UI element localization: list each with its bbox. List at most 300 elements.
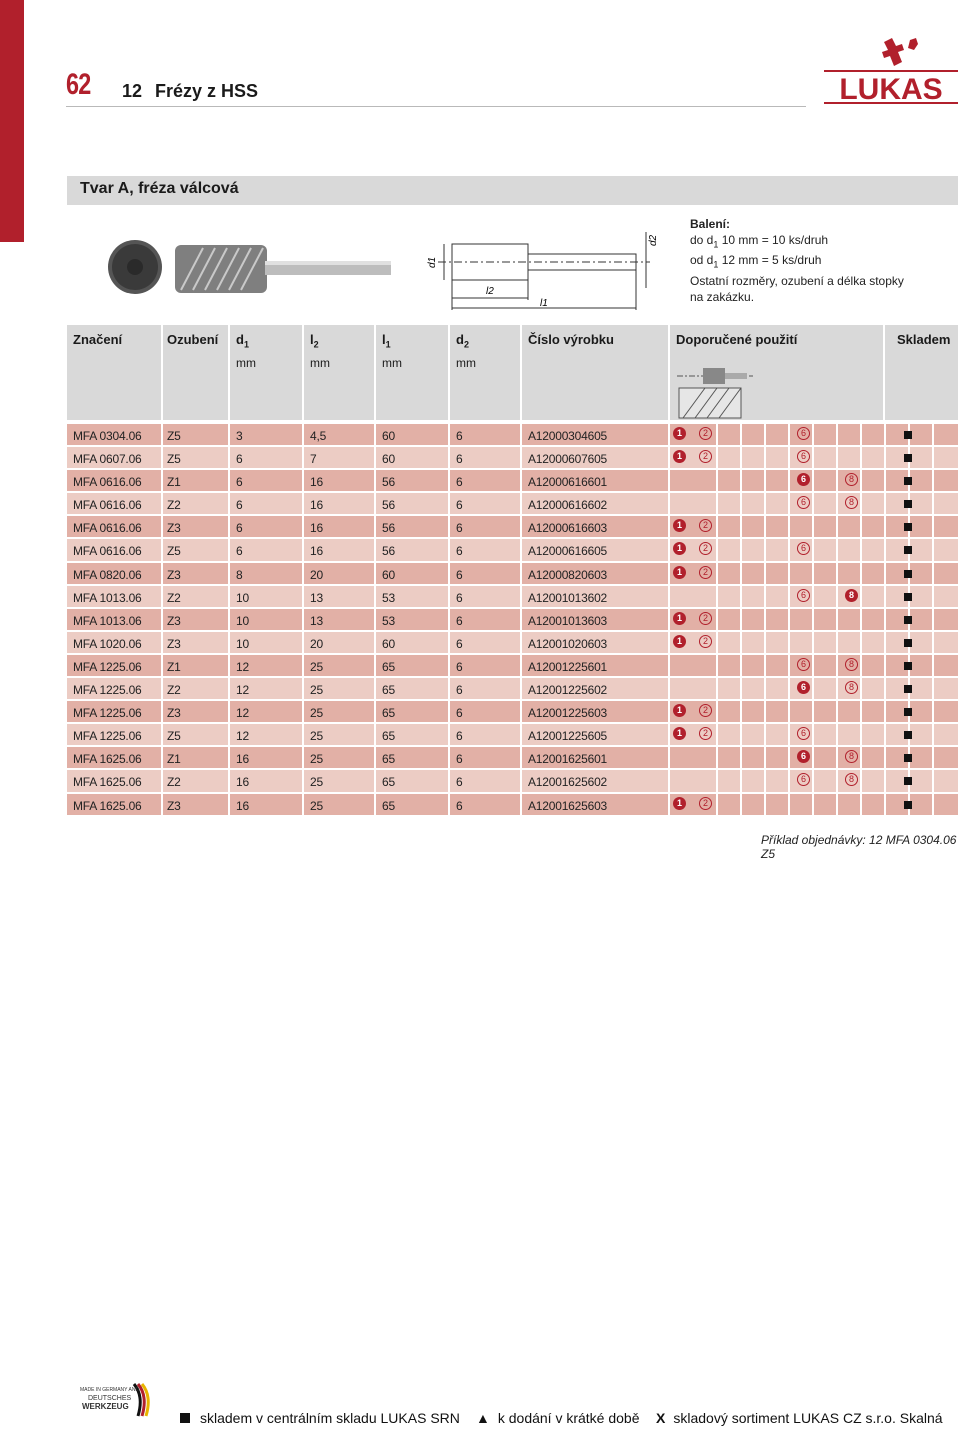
cell-divider bbox=[932, 794, 934, 815]
cell-divider bbox=[740, 632, 742, 653]
table-row bbox=[67, 701, 958, 724]
cell-divider bbox=[374, 539, 376, 560]
cell-divider bbox=[374, 724, 376, 745]
cell-divider bbox=[161, 655, 163, 676]
cell-divider bbox=[932, 516, 934, 537]
cell-divider bbox=[448, 724, 450, 745]
cell-divider bbox=[812, 747, 814, 768]
packaging-line-4: na zakázku. bbox=[690, 289, 755, 304]
table-row bbox=[67, 678, 958, 701]
cell-divider bbox=[448, 470, 450, 491]
cell-divider bbox=[228, 493, 230, 514]
col-header-d2: $d_2$ mm bbox=[456, 332, 476, 370]
cell-divider bbox=[836, 424, 838, 445]
cell-code: MFA 0607.06 bbox=[73, 452, 142, 467]
cell-divider bbox=[161, 701, 163, 722]
cell-divider bbox=[884, 770, 886, 791]
cell-divider bbox=[448, 701, 450, 722]
cell-divider bbox=[374, 493, 376, 514]
cell-divider bbox=[668, 516, 670, 537]
cell-l1: 56 bbox=[382, 521, 395, 536]
cell-article: A12000616601 bbox=[528, 475, 608, 490]
cell-divider bbox=[764, 770, 766, 791]
col-header-d1: $d_1$ mm bbox=[236, 332, 256, 370]
table-row bbox=[67, 770, 958, 793]
cell-divider bbox=[836, 470, 838, 491]
usage-6-icon: 6 bbox=[797, 658, 810, 671]
col-header-pouziti: Doporučené použití bbox=[676, 332, 798, 347]
cell-divider bbox=[716, 424, 718, 445]
packaging-line-3: Ostatní rozměry, ozubení a délka stopky bbox=[690, 273, 904, 288]
packaging-line-2: od $d_1$ 12 mm = 5 ks/druh bbox=[690, 253, 822, 270]
cell-l2: 16 bbox=[310, 521, 323, 536]
stock-square-icon bbox=[904, 593, 912, 601]
label-l1: l1 bbox=[540, 298, 548, 309]
table-row bbox=[67, 724, 958, 747]
table-row bbox=[67, 563, 958, 586]
cell-divider bbox=[932, 470, 934, 491]
cell-divider bbox=[812, 447, 814, 468]
cell-divider bbox=[764, 724, 766, 745]
application-workpiece-icon bbox=[675, 362, 755, 420]
cell-l1: 53 bbox=[382, 590, 395, 605]
product-table bbox=[67, 424, 958, 817]
cell-divider bbox=[448, 563, 450, 584]
usage-2-icon: 2 bbox=[699, 704, 712, 717]
cell-divider bbox=[161, 770, 163, 791]
cell-divider bbox=[860, 678, 862, 699]
cell-teeth: Z2 bbox=[167, 498, 181, 513]
cell-divider bbox=[836, 447, 838, 468]
packaging-line-1: do $d_1$ 10 mm = 10 ks/druh bbox=[690, 233, 829, 250]
cell-divider bbox=[884, 609, 886, 630]
cell-divider bbox=[302, 747, 304, 768]
burr-end-view-icon bbox=[108, 240, 162, 294]
cell-divider bbox=[716, 493, 718, 514]
cell-divider bbox=[448, 747, 450, 768]
cell-article: A12000607605 bbox=[528, 452, 608, 467]
cell-divider bbox=[374, 678, 376, 699]
cell-divider bbox=[788, 770, 790, 791]
cell-divider bbox=[302, 701, 304, 722]
cell-article: A12001013603 bbox=[528, 613, 608, 628]
cell-divider bbox=[740, 724, 742, 745]
cell-divider bbox=[740, 747, 742, 768]
usage-6-icon: 6 bbox=[797, 496, 810, 509]
cell-divider bbox=[374, 563, 376, 584]
cell-l1: 65 bbox=[382, 683, 395, 698]
cell-divider bbox=[302, 632, 304, 653]
cell-article: A12001013602 bbox=[528, 590, 608, 605]
cell-divider bbox=[716, 539, 718, 560]
cell-divider bbox=[520, 655, 522, 676]
cell-divider bbox=[716, 701, 718, 722]
cell-divider bbox=[836, 609, 838, 630]
cell-l1: 53 bbox=[382, 613, 395, 628]
cell-divider bbox=[788, 609, 790, 630]
cell-d1: 8 bbox=[236, 567, 243, 582]
cell-divider bbox=[884, 470, 886, 491]
cell-divider bbox=[932, 747, 934, 768]
cell-article: A12001625603 bbox=[528, 798, 608, 813]
cell-divider bbox=[448, 609, 450, 630]
cell-article: A12001625601 bbox=[528, 752, 608, 767]
header-divider bbox=[66, 106, 806, 107]
cell-divider bbox=[836, 794, 838, 815]
cell-divider bbox=[788, 516, 790, 537]
cell-l2: 16 bbox=[310, 498, 323, 513]
cell-code: MFA 0616.06 bbox=[73, 475, 142, 490]
cell-divider bbox=[788, 678, 790, 699]
cell-divider bbox=[716, 609, 718, 630]
cell-divider bbox=[716, 563, 718, 584]
cell-code: MFA 1625.06 bbox=[73, 775, 142, 790]
col-header-oznaceni: Značení bbox=[73, 332, 123, 347]
stock-square-icon bbox=[904, 454, 912, 462]
cell-divider bbox=[812, 586, 814, 607]
cell-l1: 65 bbox=[382, 659, 395, 674]
cell-divider bbox=[228, 701, 230, 722]
cell-d2: 6 bbox=[456, 544, 463, 559]
cell-divider bbox=[836, 563, 838, 584]
section-title: Tvar A, fréza válcová bbox=[80, 180, 239, 197]
cell-d1: 12 bbox=[236, 729, 249, 744]
cell-d2: 6 bbox=[456, 798, 463, 813]
usage-8-icon: 8 bbox=[845, 750, 858, 763]
cell-divider bbox=[716, 470, 718, 491]
cell-divider bbox=[520, 493, 522, 514]
cell-l2: 25 bbox=[310, 706, 323, 721]
cell-code: MFA 0304.06 bbox=[73, 429, 142, 443]
col-header-skladem: Skladem bbox=[897, 332, 951, 347]
cell-divider bbox=[668, 770, 670, 791]
stock-square-icon bbox=[904, 431, 912, 439]
cell-divider bbox=[812, 424, 814, 445]
usage-6-icon: 6 bbox=[797, 542, 810, 555]
cell-divider bbox=[228, 747, 230, 768]
cell-divider bbox=[448, 770, 450, 791]
cell-code: MFA 1225.06 bbox=[73, 729, 142, 744]
cell-l1: 65 bbox=[382, 706, 395, 721]
cell-divider bbox=[764, 609, 766, 630]
cell-divider bbox=[764, 563, 766, 584]
cell-code: MFA 1013.06 bbox=[73, 613, 142, 628]
cell-divider bbox=[836, 516, 838, 537]
usage-6-icon: 6 bbox=[797, 473, 810, 486]
cell-divider bbox=[228, 632, 230, 653]
cell-divider bbox=[374, 747, 376, 768]
cell-divider bbox=[812, 632, 814, 653]
cell-divider bbox=[764, 586, 766, 607]
cell-l1: 56 bbox=[382, 475, 395, 490]
cell-divider bbox=[228, 724, 230, 745]
col-header-l1: $l_1$ mm bbox=[382, 332, 402, 370]
cell-divider bbox=[860, 539, 862, 560]
cell-divider bbox=[788, 539, 790, 560]
cell-divider bbox=[932, 701, 934, 722]
cell-d2: 6 bbox=[456, 636, 463, 651]
cell-divider bbox=[788, 563, 790, 584]
cell-divider bbox=[884, 447, 886, 468]
cell-divider bbox=[932, 724, 934, 745]
cell-divider bbox=[668, 470, 670, 491]
col-header-l2: $l_2$ mm bbox=[310, 332, 330, 370]
cell-divider bbox=[788, 493, 790, 514]
cell-divider bbox=[228, 447, 230, 468]
cell-divider bbox=[764, 701, 766, 722]
cell-divider bbox=[161, 678, 163, 699]
cell-d2: 6 bbox=[456, 521, 463, 536]
cell-divider bbox=[812, 563, 814, 584]
technical-drawing bbox=[418, 222, 668, 312]
cell-teeth: Z3 bbox=[167, 521, 181, 536]
table-row bbox=[67, 586, 958, 609]
cell-divider bbox=[161, 609, 163, 630]
usage-8-icon: 8 bbox=[845, 681, 858, 694]
cell-divider bbox=[228, 678, 230, 699]
cell-l2: 25 bbox=[310, 729, 323, 744]
cell-divider bbox=[161, 493, 163, 514]
cell-divider bbox=[860, 632, 862, 653]
cell-l2: 25 bbox=[310, 659, 323, 674]
cell-divider bbox=[740, 678, 742, 699]
table-row bbox=[67, 447, 958, 470]
cell-l2: 20 bbox=[310, 567, 323, 582]
cell-divider bbox=[448, 539, 450, 560]
cell-teeth: Z5 bbox=[167, 729, 181, 744]
cell-divider bbox=[740, 424, 742, 445]
cell-d2: 6 bbox=[456, 683, 463, 698]
label-l2: l2 bbox=[486, 286, 494, 297]
col-header-cislo: Číslo výrobku bbox=[528, 332, 614, 347]
stock-square-icon bbox=[904, 639, 912, 647]
cell-divider bbox=[668, 563, 670, 584]
cell-article: A12000616605 bbox=[528, 544, 608, 559]
table-row bbox=[67, 424, 958, 447]
stock-square-icon bbox=[904, 731, 912, 739]
red-side-strip bbox=[0, 0, 24, 242]
cell-l2: 4,5 bbox=[310, 429, 327, 443]
cell-divider bbox=[448, 794, 450, 815]
cell-divider bbox=[161, 632, 163, 653]
cell-divider bbox=[668, 701, 670, 722]
cell-divider bbox=[302, 470, 304, 491]
order-example: Příklad objednávky: 12 MFA 0304.06 Z5 bbox=[761, 833, 957, 861]
cell-divider bbox=[884, 747, 886, 768]
cell-divider bbox=[836, 586, 838, 607]
cell-divider bbox=[520, 701, 522, 722]
cell-divider bbox=[668, 724, 670, 745]
cell-divider bbox=[932, 493, 934, 514]
cell-divider bbox=[228, 563, 230, 584]
cell-divider bbox=[302, 424, 304, 445]
cell-divider bbox=[932, 447, 934, 468]
cell-divider bbox=[860, 609, 862, 630]
cell-l2: 13 bbox=[310, 590, 323, 605]
cell-d1: 12 bbox=[236, 659, 249, 674]
cell-divider bbox=[374, 632, 376, 653]
usage-6-icon: 6 bbox=[797, 681, 810, 694]
cell-divider bbox=[228, 539, 230, 560]
table-row bbox=[67, 632, 958, 655]
stock-square-icon bbox=[904, 685, 912, 693]
cell-divider bbox=[302, 609, 304, 630]
cell-d2: 6 bbox=[456, 567, 463, 582]
cell-article: A12000616603 bbox=[528, 521, 608, 536]
legend-stock: skladem v centrálním skladu LUKAS SRN bbox=[180, 1410, 460, 1426]
cell-divider bbox=[884, 586, 886, 607]
cell-divider bbox=[860, 794, 862, 815]
cell-divider bbox=[161, 563, 163, 584]
cell-d2: 6 bbox=[456, 613, 463, 628]
cell-teeth: Z3 bbox=[167, 613, 181, 628]
usage-8-icon: 8 bbox=[845, 496, 858, 509]
cell-divider bbox=[448, 678, 450, 699]
cell-article: A12001225602 bbox=[528, 683, 608, 698]
svg-text:MADE IN GERMANY AND: MADE IN GERMANY AND bbox=[80, 1387, 140, 1393]
svg-text:DEUTSCHES: DEUTSCHES bbox=[88, 1395, 132, 1402]
cell-divider bbox=[161, 794, 163, 815]
cell-divider bbox=[302, 586, 304, 607]
usage-2-icon: 2 bbox=[699, 612, 712, 625]
usage-1-icon: 1 bbox=[673, 450, 686, 463]
cell-divider bbox=[161, 424, 163, 445]
cell-l1: 65 bbox=[382, 775, 395, 790]
stock-square-icon bbox=[904, 754, 912, 762]
cell-divider bbox=[860, 701, 862, 722]
header-separator bbox=[668, 325, 670, 420]
cell-divider bbox=[716, 447, 718, 468]
cell-divider bbox=[932, 424, 934, 445]
cell-code: MFA 1225.06 bbox=[73, 683, 142, 698]
usage-1-icon: 1 bbox=[673, 727, 686, 740]
cell-divider bbox=[161, 470, 163, 491]
cell-divider bbox=[520, 770, 522, 791]
usage-6-icon: 6 bbox=[797, 773, 810, 786]
table-row bbox=[67, 609, 958, 632]
cell-divider bbox=[228, 609, 230, 630]
cell-divider bbox=[228, 586, 230, 607]
cell-divider bbox=[764, 516, 766, 537]
cell-divider bbox=[884, 493, 886, 514]
stock-square-icon bbox=[904, 708, 912, 716]
stock-square-icon bbox=[904, 523, 912, 531]
cell-divider bbox=[836, 539, 838, 560]
cell-divider bbox=[668, 609, 670, 630]
cell-divider bbox=[302, 770, 304, 791]
cell-divider bbox=[228, 770, 230, 791]
cell-l2: 20 bbox=[310, 636, 323, 651]
cell-divider bbox=[668, 678, 670, 699]
cell-divider bbox=[668, 424, 670, 445]
cell-divider bbox=[884, 794, 886, 815]
cell-divider bbox=[812, 609, 814, 630]
header-separator bbox=[520, 325, 522, 420]
cell-teeth: Z1 bbox=[167, 752, 181, 767]
x-icon: X bbox=[656, 1410, 666, 1426]
cell-divider bbox=[836, 632, 838, 653]
cell-divider bbox=[161, 724, 163, 745]
cell-divider bbox=[374, 470, 376, 491]
cell-d1: 3 bbox=[236, 429, 243, 443]
stock-square-icon bbox=[904, 662, 912, 670]
chapter-number: 12 bbox=[122, 81, 143, 101]
cell-divider bbox=[302, 447, 304, 468]
cell-divider bbox=[788, 724, 790, 745]
cell-d1: 16 bbox=[236, 798, 249, 813]
usage-2-icon: 2 bbox=[699, 797, 712, 810]
cell-l2: 16 bbox=[310, 544, 323, 559]
cell-teeth: Z3 bbox=[167, 567, 181, 582]
cell-divider bbox=[374, 424, 376, 445]
cell-l1: 65 bbox=[382, 752, 395, 767]
table-row bbox=[67, 516, 958, 539]
usage-2-icon: 2 bbox=[699, 450, 712, 463]
cell-divider bbox=[812, 794, 814, 815]
table-row bbox=[67, 747, 958, 770]
cell-code: MFA 1020.06 bbox=[73, 636, 142, 651]
usage-1-icon: 1 bbox=[673, 542, 686, 555]
table-row bbox=[67, 470, 958, 493]
cell-divider bbox=[448, 516, 450, 537]
usage-2-icon: 2 bbox=[699, 542, 712, 555]
cell-divider bbox=[228, 470, 230, 491]
cell-divider bbox=[740, 470, 742, 491]
cell-divider bbox=[884, 655, 886, 676]
cell-divider bbox=[812, 655, 814, 676]
cell-l1: 60 bbox=[382, 452, 395, 467]
cell-divider bbox=[668, 794, 670, 815]
cell-divider bbox=[668, 493, 670, 514]
cell-divider bbox=[448, 447, 450, 468]
cell-article: A12000820603 bbox=[528, 567, 608, 582]
cell-divider bbox=[716, 724, 718, 745]
cell-teeth: Z1 bbox=[167, 659, 181, 674]
cell-l2: 16 bbox=[310, 475, 323, 490]
triangle-icon: ▲ bbox=[476, 1410, 490, 1426]
usage-6-icon: 6 bbox=[797, 727, 810, 740]
cell-divider bbox=[740, 655, 742, 676]
cell-d1: 16 bbox=[236, 752, 249, 767]
cell-d2: 6 bbox=[456, 590, 463, 605]
cell-divider bbox=[932, 609, 934, 630]
cell-divider bbox=[740, 539, 742, 560]
cell-divider bbox=[812, 770, 814, 791]
cell-divider bbox=[374, 609, 376, 630]
cell-divider bbox=[764, 470, 766, 491]
cell-divider bbox=[668, 747, 670, 768]
cell-divider bbox=[860, 655, 862, 676]
cell-code: MFA 1013.06 bbox=[73, 590, 142, 605]
stock-square-icon bbox=[904, 616, 912, 624]
cell-divider bbox=[812, 724, 814, 745]
cell-divider bbox=[302, 516, 304, 537]
cell-divider bbox=[932, 632, 934, 653]
stock-square-icon bbox=[904, 801, 912, 809]
cell-d1: 16 bbox=[236, 775, 249, 790]
cell-divider bbox=[716, 678, 718, 699]
stock-square-icon bbox=[904, 500, 912, 508]
usage-1-icon: 1 bbox=[673, 635, 686, 648]
page-number: 62 bbox=[66, 68, 91, 101]
cell-divider bbox=[302, 678, 304, 699]
cell-divider bbox=[668, 447, 670, 468]
cell-article: A12001225605 bbox=[528, 729, 608, 744]
usage-1-icon: 1 bbox=[673, 704, 686, 717]
cell-divider bbox=[788, 632, 790, 653]
usage-1-icon: 1 bbox=[673, 519, 686, 532]
cell-divider bbox=[884, 563, 886, 584]
